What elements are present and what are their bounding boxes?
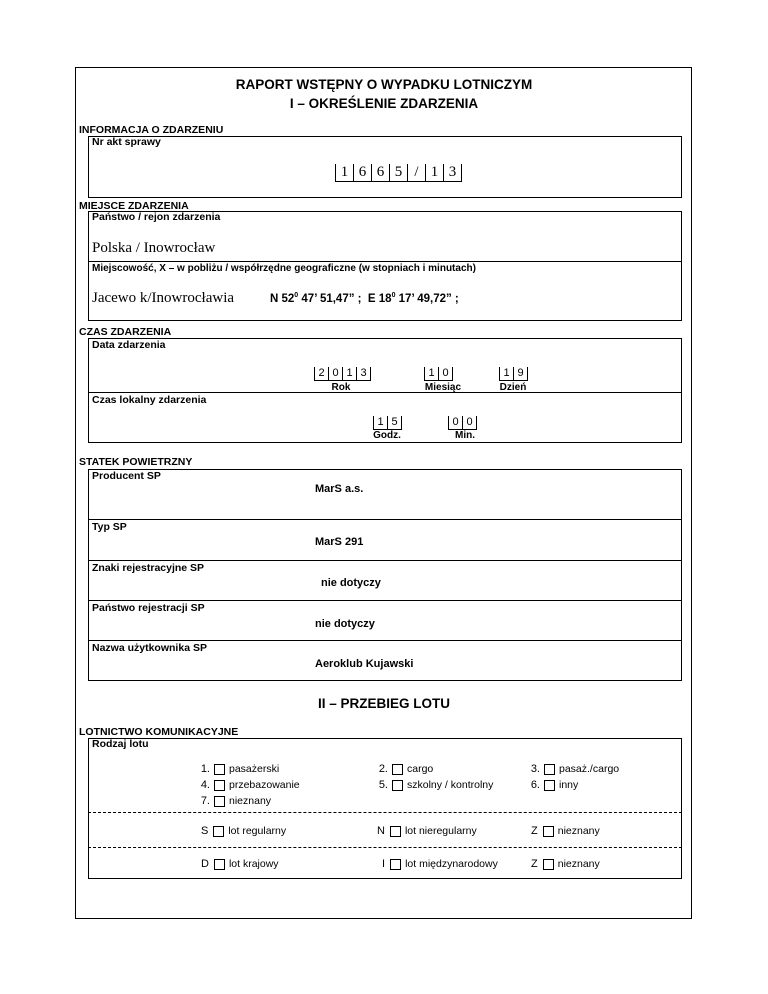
day-digits	[499, 367, 528, 381]
aircraft-section-heading: STATEK POWIETRZNY	[79, 456, 193, 468]
case-digit: 1	[425, 164, 443, 181]
producer-label: Producent SP	[92, 470, 161, 482]
option-label: lot międzynarodowy	[405, 858, 498, 870]
checkbox[interactable]	[214, 780, 225, 791]
option-number: 2.	[378, 763, 388, 775]
registration-label: Znaki rejestracyjne SP	[92, 562, 205, 574]
coords-n-prefix: N 52	[270, 292, 295, 305]
locality-value[interactable]: Jacewo k/Inowrocławia	[92, 290, 235, 306]
option-label: lot regularny	[228, 825, 287, 837]
option-number: 4.	[200, 779, 210, 791]
time-divider	[88, 392, 682, 393]
option-passenger-cargo[interactable]	[522, 763, 619, 775]
hour-field[interactable]	[373, 416, 402, 430]
option-letter: I	[382, 858, 386, 870]
info-section-heading: INFORMACJA O ZDARZENIU	[79, 124, 224, 136]
option-letter: D	[201, 858, 209, 870]
place-section-heading: MIEJSCE ZDARZENIA	[79, 200, 189, 212]
option-label: lot krajowy	[228, 858, 279, 870]
minute-caption: Min.	[455, 430, 475, 441]
minute-digit: 0	[448, 416, 462, 429]
day-digit: 1	[499, 367, 513, 380]
case-digit: /	[407, 164, 425, 181]
hour-digit: 1	[373, 416, 387, 429]
option-letter: N	[377, 825, 385, 837]
flight-divider-2	[88, 847, 682, 848]
checkbox[interactable]	[544, 780, 555, 791]
minute-digits	[448, 416, 477, 430]
checkbox[interactable]	[214, 859, 225, 870]
option-label: pasażerski	[229, 763, 280, 775]
option-label: inny	[559, 779, 579, 791]
minute-field[interactable]	[448, 416, 477, 430]
option-number: 1.	[200, 763, 210, 775]
registration-value[interactable]: nie dotyczy	[321, 577, 381, 589]
month-caption: Miesiąc	[424, 382, 462, 393]
checkbox[interactable]	[392, 764, 403, 775]
operator-label: Nazwa użytkownika SP	[92, 642, 207, 654]
option-ferry[interactable]	[192, 779, 300, 791]
year-digits	[314, 367, 371, 381]
country-label: Państwo / rejon zdarzenia	[92, 211, 221, 223]
section-ii-title: II – PRZEBIEG LOTU	[317, 696, 450, 711]
local-time-label: Czas lokalny zdarzenia	[92, 394, 207, 406]
year-field[interactable]	[314, 367, 371, 381]
type-value[interactable]: MarS 291	[315, 536, 364, 548]
option-number: 5.	[378, 779, 388, 791]
aircraft-divider-4	[88, 640, 682, 641]
year-digit: 1	[342, 367, 356, 380]
case-digit: 6	[353, 164, 371, 181]
option-scope-unknown[interactable]	[531, 858, 600, 870]
hour-digit: 5	[387, 416, 401, 429]
option-label: nieznany	[557, 825, 600, 837]
registration-country-value[interactable]: nie dotyczy	[315, 618, 375, 630]
option-label: lot nieregularny	[404, 825, 477, 837]
option-number: 3.	[530, 763, 540, 775]
coords-e-degree: 0	[391, 292, 396, 299]
day-caption: Dzień	[499, 382, 527, 393]
option-unknown[interactable]	[192, 795, 271, 807]
option-schedule-unknown[interactable]	[531, 825, 600, 837]
case-number-field[interactable]	[335, 164, 462, 182]
year-digit: 0	[328, 367, 342, 380]
month-digit: 0	[438, 367, 452, 380]
place-divider	[88, 261, 682, 262]
year-caption: Rok	[331, 382, 351, 393]
case-digit: 5	[389, 164, 407, 181]
option-passenger[interactable]	[192, 763, 279, 775]
option-international[interactable]	[382, 858, 498, 870]
operator-value[interactable]: Aeroklub Kujawski	[315, 658, 414, 670]
checkbox[interactable]	[544, 764, 555, 775]
coords-n-rest: 47’ 51,47” ;	[298, 292, 362, 305]
year-digit: 2	[314, 367, 328, 380]
registration-country-label: Państwo rejestracji SP	[92, 602, 205, 614]
year-digit: 3	[356, 367, 370, 380]
checkbox[interactable]	[543, 859, 554, 870]
option-label: nieznany	[229, 795, 272, 807]
case-digit: 3	[443, 164, 461, 181]
flight-divider-1	[88, 812, 682, 813]
checkbox[interactable]	[214, 796, 225, 807]
month-field[interactable]	[424, 367, 453, 381]
flight-kind-label: Rodzaj lotu	[92, 738, 149, 750]
case-digit: 6	[371, 164, 389, 181]
coords-e-rest: 17’ 49,72” ;	[395, 292, 459, 305]
option-irregular[interactable]	[377, 825, 477, 837]
day-digit: 9	[513, 367, 527, 380]
option-regular[interactable]	[201, 825, 286, 837]
minute-digit: 0	[462, 416, 476, 429]
option-domestic[interactable]	[201, 858, 279, 870]
section-i-title: I – OKREŚLENIE ZDARZENIA	[289, 96, 479, 111]
checkbox[interactable]	[214, 764, 225, 775]
type-label: Typ SP	[92, 521, 127, 533]
option-label: cargo	[407, 763, 434, 775]
checkbox[interactable]	[390, 826, 401, 837]
case-number-digits	[335, 164, 462, 182]
option-letter: Z	[531, 858, 538, 870]
checkbox[interactable]	[543, 826, 554, 837]
option-training[interactable]	[370, 779, 493, 791]
report-title: RAPORT WSTĘPNY O WYPADKU LOTNICZYM	[235, 77, 533, 92]
date-label: Data zdarzenia	[92, 339, 166, 351]
coords-e-prefix: E 18	[367, 292, 392, 305]
month-digits	[424, 367, 453, 381]
option-letter: Z	[531, 825, 538, 837]
hour-digits	[373, 416, 402, 430]
option-number: 7.	[200, 795, 210, 807]
option-letter: S	[201, 825, 209, 837]
day-field[interactable]	[499, 367, 528, 381]
hour-caption: Godz.	[373, 430, 401, 441]
option-label: nieznany	[557, 858, 600, 870]
producer-value[interactable]: MarS a.s.	[315, 483, 364, 495]
option-cargo[interactable]	[370, 763, 433, 775]
aircraft-divider-3	[88, 600, 682, 601]
option-other[interactable]	[522, 779, 578, 791]
case-digit: 1	[335, 164, 353, 181]
country-value[interactable]: Polska / Inowrocław	[92, 240, 216, 256]
option-number: 6.	[530, 779, 540, 791]
option-label: pasaż./cargo	[559, 763, 620, 775]
checkbox[interactable]	[392, 780, 403, 791]
checkbox[interactable]	[213, 826, 224, 837]
flight-section-heading: LOTNICTWO KOMUNIKACYJNE	[79, 726, 239, 738]
case-number-label: Nr akt sprawy	[92, 136, 161, 148]
time-section-heading: CZAS ZDARZENIA	[79, 326, 172, 338]
coords-n-degree: 0	[294, 292, 299, 299]
coordinates-value[interactable]	[270, 292, 459, 305]
month-digit: 1	[424, 367, 438, 380]
option-label: przebazowanie	[229, 779, 300, 791]
aircraft-divider-1	[88, 519, 682, 520]
locality-label: Miejscowość, X – w pobliżu / współrzędne geograficzne (w stopniach i minutach)	[92, 263, 476, 274]
aircraft-divider-2	[88, 560, 682, 561]
option-label: szkolny / kontrolny	[407, 779, 494, 791]
checkbox[interactable]	[390, 859, 401, 870]
